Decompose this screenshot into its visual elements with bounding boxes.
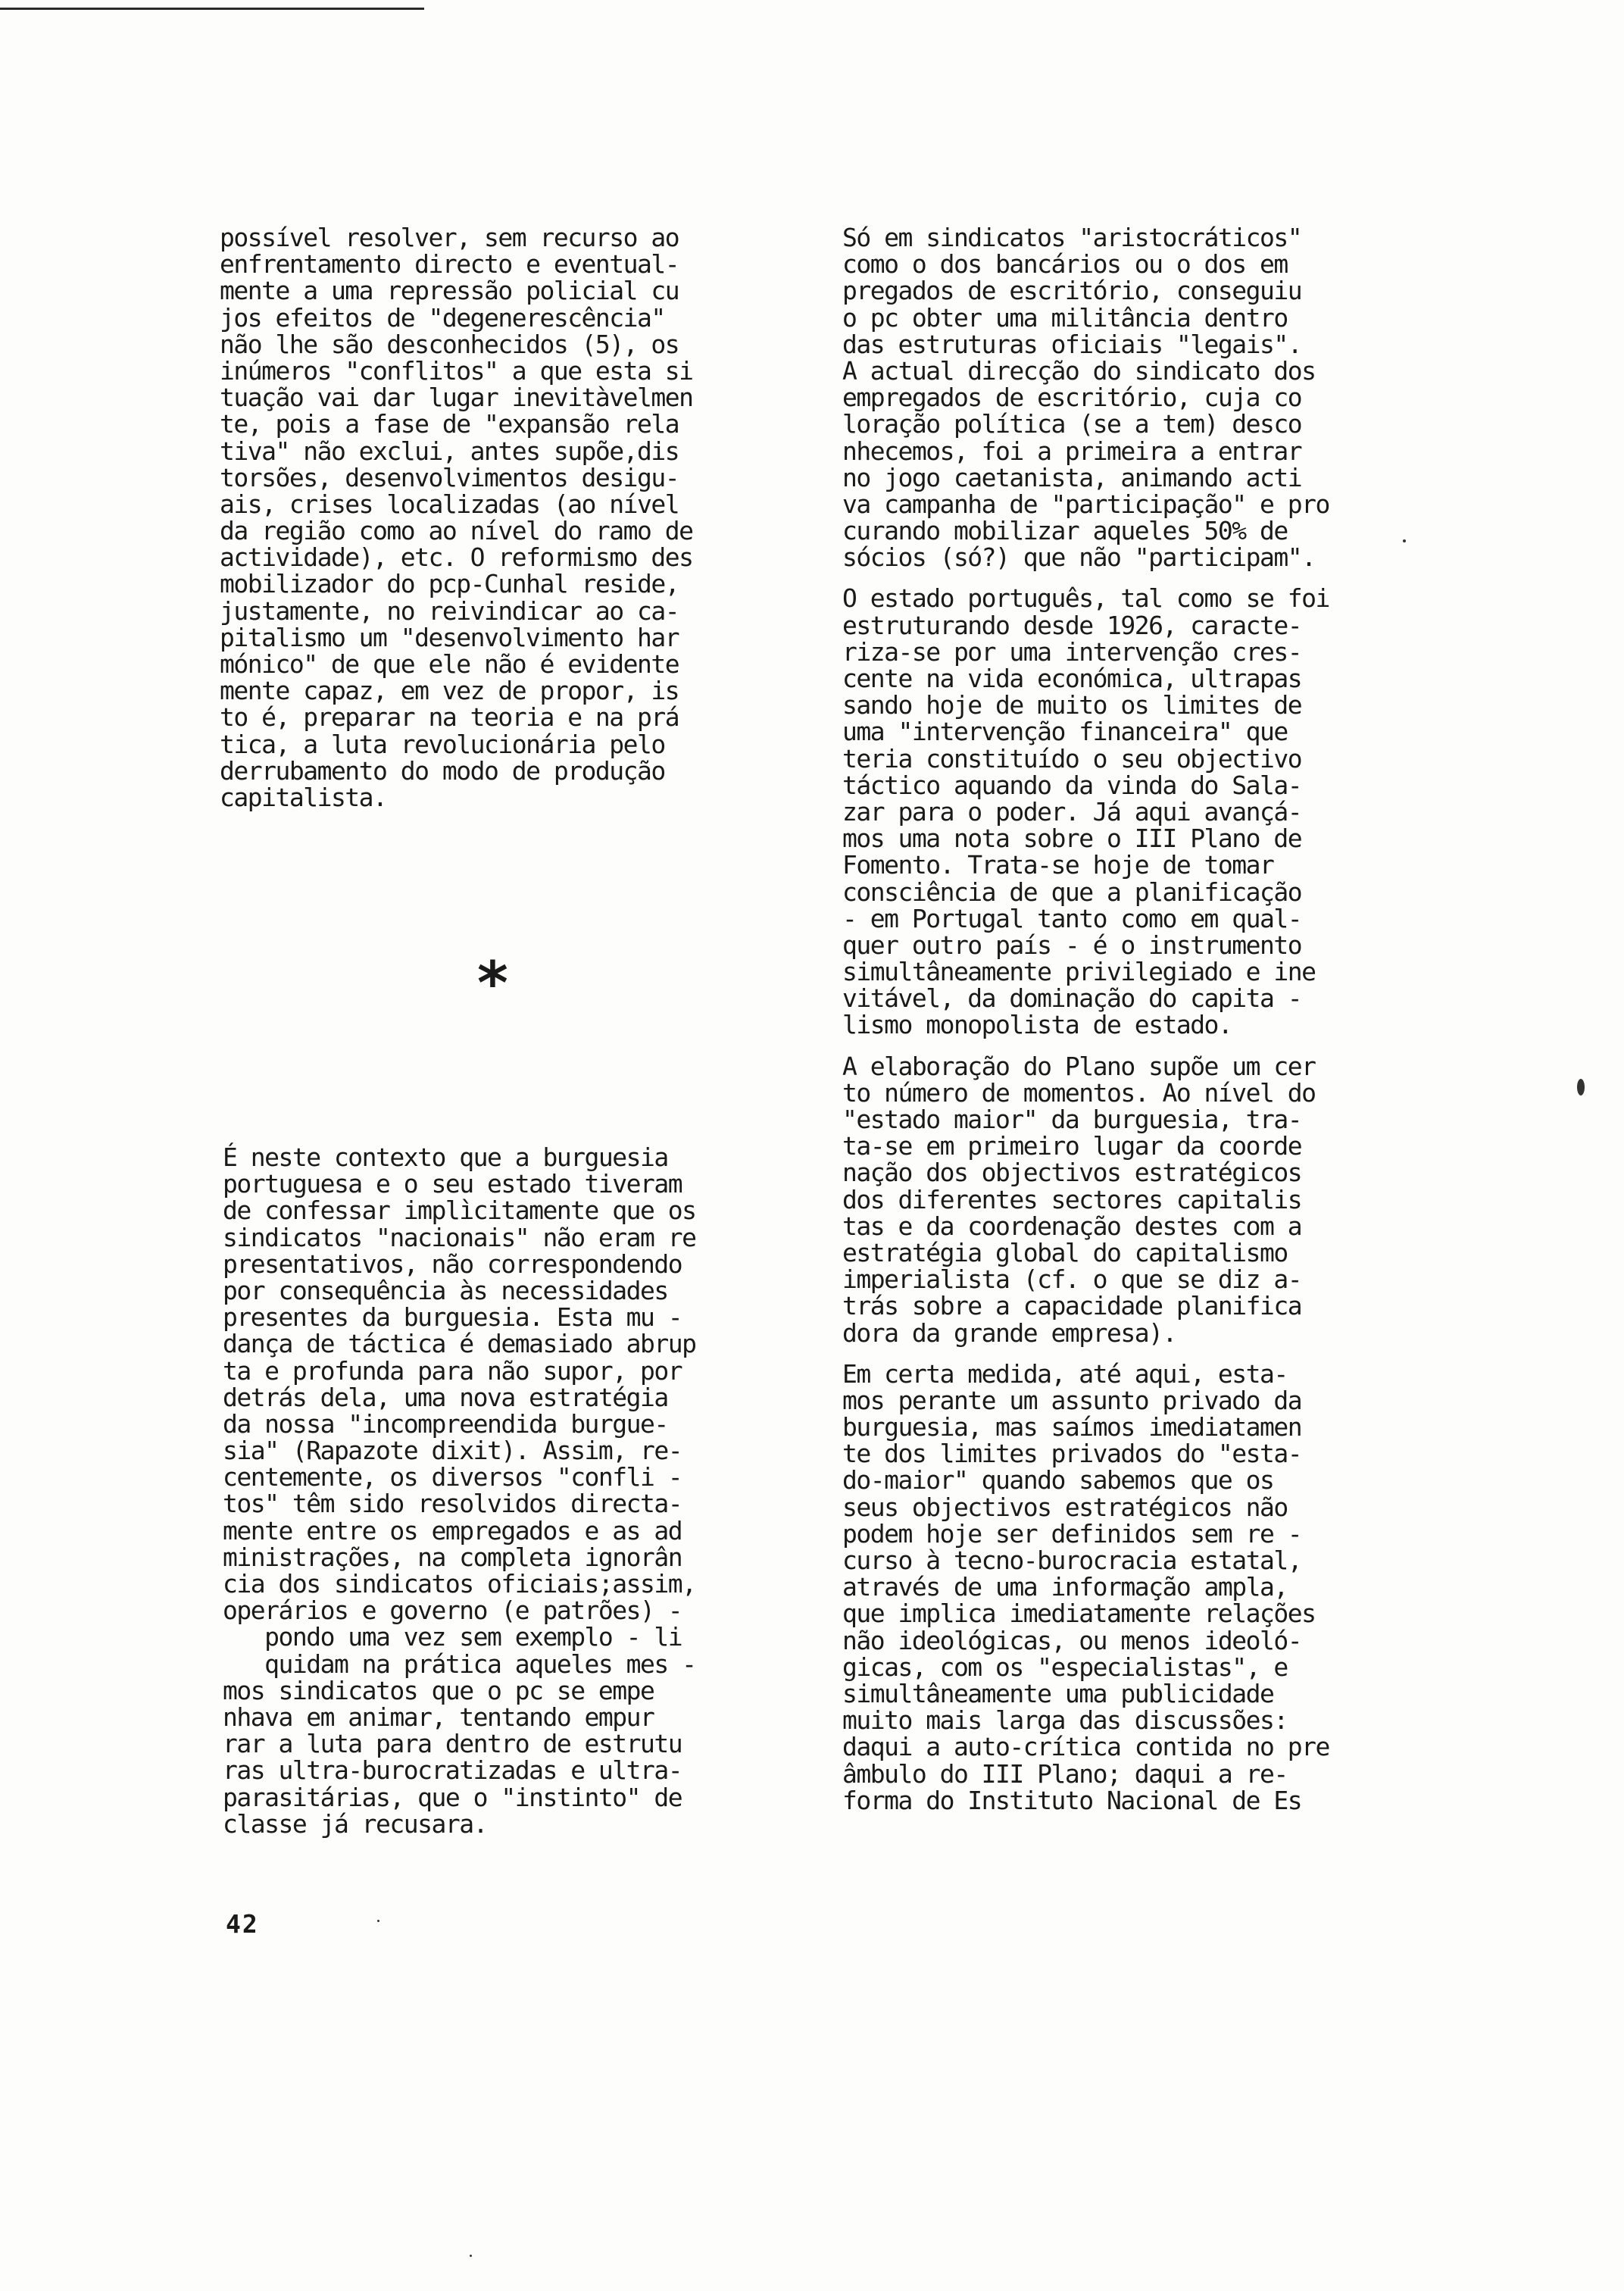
- text-line: lismo monopolista de estado.: [842, 1010, 1232, 1040]
- text-line: pitalismo um "desenvolvimento har: [220, 622, 679, 652]
- text-line: centemente, os diversos "confli -: [223, 1462, 682, 1492]
- text-line: forma do Instituto Nacional de Es: [842, 1785, 1302, 1815]
- text-line: cia dos sindicatos oficiais;assim,: [223, 1569, 696, 1599]
- paragraph: [842, 1358, 1418, 1815]
- text-line: burguesia, mas saímos imediatamen: [842, 1412, 1302, 1442]
- text-line: ta-se em primeiro lugar da coorde: [842, 1131, 1302, 1161]
- text-line: mos uma nota sobre o III Plano de: [842, 824, 1302, 854]
- text-line: mos sindicatos que o pc se empe: [223, 1675, 654, 1705]
- text-line: A actual direcção do sindicato dos: [842, 355, 1316, 386]
- text-line: justamente, no reivindicar ao ca-: [220, 595, 679, 626]
- text-line: táctico aquando da vinda do Sala-: [842, 770, 1302, 800]
- text-line: no jogo caetanista, animando acti: [842, 462, 1302, 492]
- text-line: actividade), etc. O reformismo des: [220, 542, 693, 573]
- text-line: pondo uma vez sem exemplo - li: [223, 1622, 682, 1652]
- text-line: imperialista (cf. o que se diz a-: [842, 1264, 1302, 1295]
- text-line: ministrações, na completa ignorân: [223, 1542, 682, 1572]
- text-line: dora da grande empresa).: [842, 1317, 1176, 1348]
- text-line: simultâneamente uma publicidade: [842, 1678, 1274, 1708]
- text-line: não ideológicas, ou menos ideoló-: [842, 1625, 1302, 1655]
- text-line: como o dos bancários ou o dos em: [842, 249, 1288, 280]
- text-line: das estruturas oficiais "legais".: [842, 329, 1302, 359]
- text-line: Fomento. Trata-se hoje de tomar: [842, 850, 1274, 880]
- text-line: nhecemos, foi a primeira a entrar: [842, 436, 1302, 466]
- text-line: classe já recusara.: [223, 1808, 487, 1839]
- text-line: "estado maior" da burguesia, tra-: [842, 1105, 1302, 1134]
- text-line: mobilizador do pcp-Cunhal reside,: [220, 569, 679, 599]
- text-line: parasitárias, que o "instinto" de: [223, 1782, 682, 1812]
- text-line: da nossa "incompreendida burgue-: [223, 1408, 668, 1439]
- text-line: detrás dela, uma nova estratégia: [223, 1382, 668, 1412]
- text-line: tica, a luta revolucionária pelo: [220, 729, 665, 759]
- text-line: A elaboração do Plano supõe um cer: [842, 1051, 1316, 1081]
- text-line: jos efeitos de "degenerescência": [220, 302, 679, 333]
- text-line: curando mobilizar aqueles 50% de: [842, 516, 1288, 546]
- text-line: ras ultra-burocratizadas e ultra-: [223, 1755, 682, 1786]
- paragraph: [220, 224, 826, 811]
- text-line: âmbulo do III Plano; daqui a re-: [842, 1758, 1288, 1789]
- text-line: presentativos, não correspondendo: [223, 1249, 682, 1279]
- text-line: quer outro país - é o instrumento: [842, 930, 1302, 960]
- text-line: operários e governo (e patrões) -: [223, 1596, 682, 1626]
- text-line: da região como ao nível do ramo de: [220, 516, 693, 546]
- text-line: derrubamento do modo de produção: [220, 755, 665, 786]
- text-line: mente capaz, em vez de propor, is: [220, 676, 679, 706]
- text-line: mónico" de que ele não é evidente: [220, 649, 679, 679]
- text-line: mente entre os empregados e as ad: [223, 1515, 682, 1546]
- scan-speck: [470, 2255, 472, 2257]
- text-line: sia" (Rapazote dixit). Assim, re-: [223, 1436, 682, 1466]
- text-line: va campanha de "participação" e pro: [842, 489, 1329, 519]
- text-line: dança de táctica é demasiado abrup: [223, 1329, 696, 1359]
- text-line: curso à tecno-burocracia estatal,: [842, 1546, 1302, 1575]
- text-line: zar para o poder. Já aqui avançá-: [842, 796, 1302, 827]
- text-line: através de uma informação ampla,: [842, 1572, 1288, 1602]
- text-line: mente a uma repressão policial cu: [220, 276, 679, 306]
- text-line: de confessar implìcitamente que os: [223, 1196, 696, 1226]
- paragraph: [842, 1053, 1418, 1346]
- text-line: enfrentamento directo e eventual-: [220, 249, 679, 280]
- text-line: podem hoje ser definidos sem re -: [842, 1518, 1302, 1549]
- text-line: pregados de escritório, conseguiu: [842, 276, 1302, 306]
- top-rule: [0, 8, 424, 10]
- text-line: torsões, desenvolvimentos desigu-: [220, 462, 679, 492]
- left-column-bottom-paragraph: [223, 1144, 829, 1837]
- text-line: muito mais larga das discussões:: [842, 1705, 1288, 1736]
- text-line: tiva" não exclui, antes supõe,dis: [220, 436, 679, 466]
- scan-speck: [1403, 539, 1406, 542]
- text-line: portuguesa e o seu estado tiveram: [223, 1169, 682, 1199]
- text-line: rar a luta para dentro de estrutu: [223, 1729, 682, 1759]
- page-number: 42: [226, 1909, 259, 1939]
- text-line: seus objectivos estratégicos não: [842, 1492, 1288, 1522]
- text-line: sando hoje de muito os limites de: [842, 690, 1302, 720]
- text-line: estruturando desde 1926, caracte-: [842, 610, 1302, 640]
- text-line: mos perante um assunto privado da: [842, 1385, 1302, 1415]
- text-line: presentes da burguesia. Esta mu -: [223, 1302, 682, 1333]
- text-line: sindicatos "nacionais" não eram re: [223, 1222, 696, 1252]
- left-column-top-paragraph: [220, 224, 826, 811]
- text-line: vitável, da dominação do capita -: [842, 983, 1302, 1014]
- text-line: ta e profunda para não supor, por: [223, 1355, 682, 1386]
- text-line: do-maior" quando sabemos que os: [842, 1465, 1274, 1496]
- text-line: nação dos objectivos estratégicos: [842, 1158, 1302, 1188]
- text-line: tas e da coordenação destes com a: [842, 1211, 1302, 1241]
- text-line: cente na vida económica, ultrapas: [842, 664, 1302, 693]
- text-line: tuação vai dar lugar inevitàvelmen: [220, 383, 693, 413]
- text-line: sócios (só?) que não "participam".: [842, 542, 1316, 573]
- text-line: inúmeros "conflitos" a que esta si: [220, 355, 693, 386]
- text-line: uma "intervenção financeira" que: [842, 717, 1288, 747]
- text-line: consciência de que a planificação: [842, 877, 1302, 907]
- text-line: É neste contexto que a burguesia: [223, 1142, 668, 1172]
- text-line: por consequência às necessidades: [223, 1275, 668, 1305]
- scan-speck: [377, 1920, 379, 1922]
- paragraph: [223, 1144, 829, 1837]
- text-line: estratégia global do capitalismo: [842, 1237, 1288, 1267]
- text-line: gicas, com os "especialistas", e: [842, 1652, 1288, 1682]
- text-line: to número de momentos. Ao nível do: [842, 1077, 1316, 1108]
- text-line: simultâneamente privilegiado e ine: [842, 957, 1316, 987]
- text-line: dos diferentes sectores capitalis: [842, 1184, 1302, 1214]
- text-line: daqui a auto-crítica contida no pre: [842, 1732, 1329, 1762]
- text-line: loração política (se a tem) desco: [842, 409, 1302, 439]
- text-line: Só em sindicatos "aristocráticos": [842, 223, 1302, 252]
- text-line: to é, preparar na teoria e na prá: [220, 702, 679, 733]
- scan-speck: [1577, 1079, 1585, 1095]
- text-line: teria constituído o seu objectivo: [842, 743, 1302, 774]
- paragraph: [842, 585, 1418, 1038]
- text-line: tos" têm sido resolvidos directa-: [223, 1489, 682, 1519]
- text-line: empregados de escritório, cuja co: [842, 383, 1302, 413]
- text-line: O estado português, tal como se foi: [842, 583, 1329, 614]
- text-line: - em Portugal tanto como em qual-: [842, 903, 1302, 933]
- right-column: [842, 224, 1418, 1814]
- text-line: Em certa medida, até aqui, esta-: [842, 1358, 1288, 1389]
- text-line: não lhe são desconhecidos (5), os: [220, 329, 679, 359]
- text-line: ais, crises localizadas (ao nível: [220, 489, 679, 519]
- text-line: trás sobre a capacidade planifica: [842, 1291, 1302, 1321]
- section-separator-asterisk: *: [477, 950, 508, 1018]
- text-line: riza-se por uma intervenção cres-: [842, 636, 1302, 667]
- text-line: que implica imediatamente relações: [842, 1599, 1316, 1629]
- text-line: o pc obter uma militância dentro: [842, 302, 1288, 333]
- text-line: te, pois a fase de "expansão rela: [220, 409, 679, 439]
- text-line: quidam na prática aqueles mes -: [223, 1649, 696, 1679]
- paragraph: [842, 223, 1418, 573]
- text-line: nhava em animar, tentando empur: [223, 1702, 654, 1732]
- text-line: te dos limites privados do "esta-: [842, 1439, 1302, 1469]
- text-line: capitalista.: [220, 782, 387, 812]
- text-line: possível resolver, sem recurso ao: [220, 223, 679, 252]
